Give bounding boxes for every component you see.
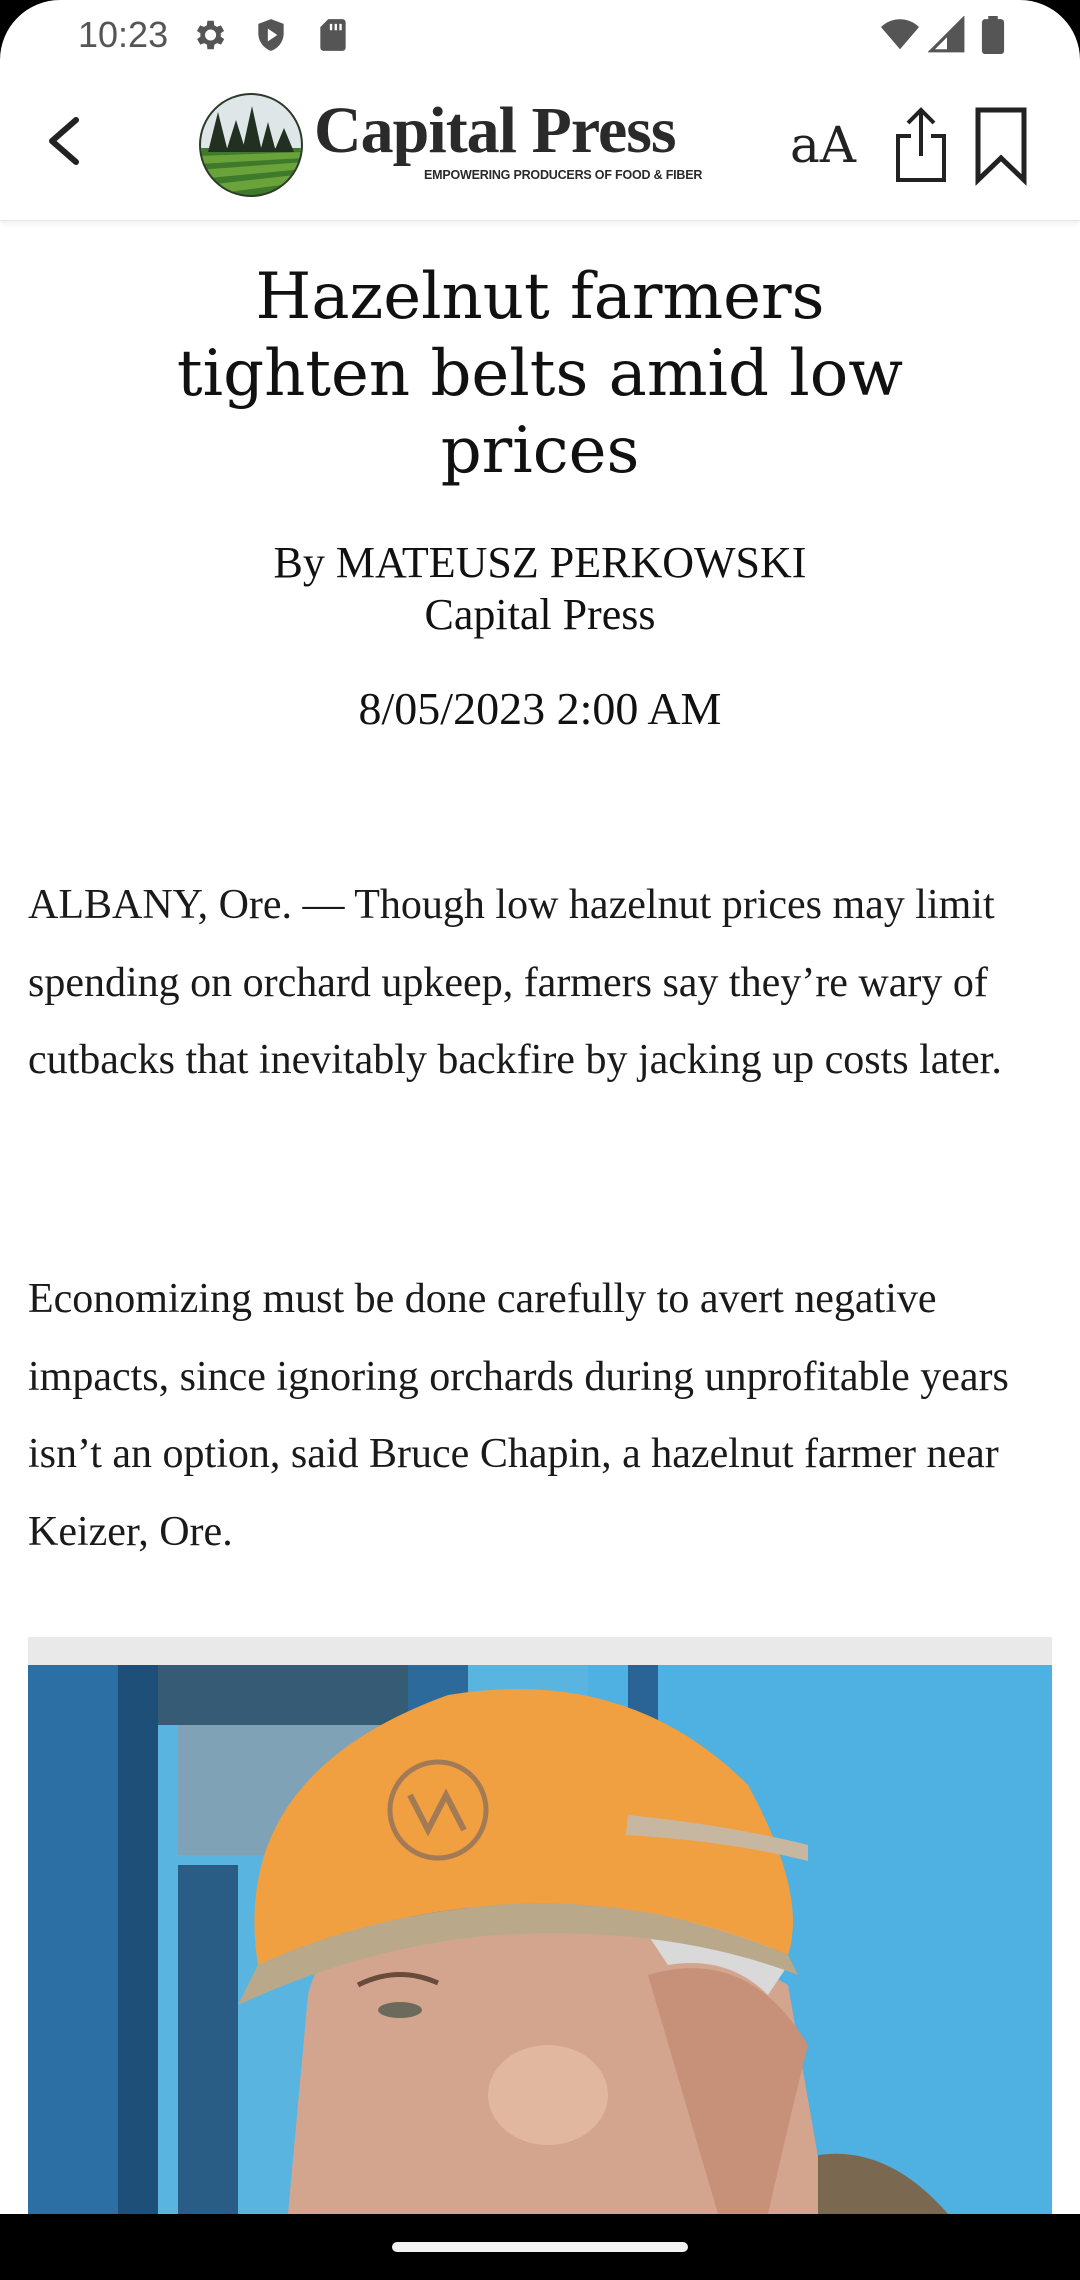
byline-outlet: Capital Press	[424, 590, 656, 639]
logo-tagline: EMPOWERING PRODUCERS OF FOOD & FIBER	[424, 168, 703, 182]
share-icon	[886, 102, 956, 188]
article-paragraph: Economizing must be done carefully to avert negative impacts, since ignoring orchards during unprofitable years isn’t an option, said Bruce Chapin, a hazelnut farmer near Keizer, Ore.	[28, 1276, 1009, 1555]
article-byline	[140, 537, 940, 641]
sd-card-icon	[314, 16, 352, 54]
settings-gear-icon	[190, 16, 228, 54]
chevron-left-icon	[30, 106, 100, 176]
article-photo[interactable]	[28, 1637, 1052, 2214]
status-time: 10:23	[78, 14, 169, 55]
navigation-bar	[0, 2214, 1080, 2280]
bookmark-icon	[966, 102, 1036, 188]
home-indicator[interactable]	[392, 2242, 688, 2252]
app-bar	[0, 70, 1080, 221]
battery-icon	[978, 16, 1016, 54]
logo-mark-icon	[198, 92, 304, 198]
shield-play-icon	[252, 16, 290, 54]
logo-title: Capital Press	[314, 94, 676, 167]
byline-author[interactable]: By MATEUSZ PERKOWSKI	[273, 538, 807, 587]
cell-signal-icon	[928, 16, 966, 54]
font-size-button[interactable]: aA	[790, 116, 856, 174]
back-button[interactable]	[30, 106, 100, 176]
article-headline: Hazelnut farmers tighten belts amid low prices	[176, 260, 904, 488]
status-bar	[0, 0, 1080, 70]
capital-press-logo	[198, 88, 748, 200]
farmer-photo-image	[28, 1665, 1052, 2214]
wifi-icon	[880, 16, 918, 54]
share-button[interactable]	[886, 102, 956, 188]
bookmark-button[interactable]	[966, 102, 1036, 188]
article-date: 8/05/2023 2:00 AM	[358, 683, 722, 734]
article-paragraph: ALBANY, Ore. — Though low hazelnut prices may limit spending on orchard upkeep, farmers say they’re wary of cutbacks that inevitably backfire by jacking up costs later.	[28, 882, 1002, 1083]
